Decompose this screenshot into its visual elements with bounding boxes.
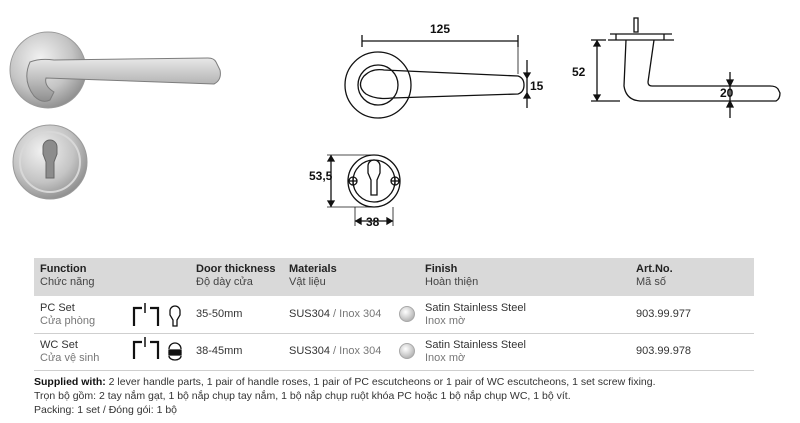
art-no-cell: 903.99.977 bbox=[636, 308, 692, 320]
supplied-with-vi-note: Trọn bộ gồm: 2 tay nắm gạt, 1 bộ nắp chụp tay nắm, 1 bộ nắp chụp ruột khóa PC hoặc 1 bộ nắp chụp WC, 1 bộ vít. bbox=[34, 390, 571, 402]
header-door-thickness: Door thickness Độ dày cửa bbox=[196, 263, 276, 288]
row-divider bbox=[34, 370, 754, 371]
header-function: Function Chức năng bbox=[40, 263, 95, 288]
dim-thickness: 20 bbox=[720, 86, 734, 100]
wc-turn-icon bbox=[169, 343, 181, 360]
thickness-cell: 38-45mm bbox=[196, 345, 243, 357]
material-cell: SUS304 / Inox 304 bbox=[289, 345, 382, 357]
supplied-with-note: Supplied with: 2 lever handle parts, 1 pair of handle roses, 1 pair of PC escutcheons or 1 pair of WC escutcheons, 1 set screw fixing. bbox=[34, 376, 656, 388]
header-art-no: Art.No. Mã số bbox=[636, 263, 673, 288]
header-finish: Finish Hoàn thiện bbox=[425, 263, 479, 288]
dim-projection: 52 bbox=[572, 65, 586, 79]
packing-note: Packing: 1 set / Đóng gói: 1 bộ bbox=[34, 404, 178, 416]
dim-rose-width: 38 bbox=[366, 215, 380, 229]
function-vi-cell: Cửa phòng bbox=[40, 315, 96, 327]
dim-rose-height: 53,5 bbox=[309, 169, 333, 183]
function-cell: WC Set bbox=[40, 339, 78, 351]
art-no-cell: 903.99.978 bbox=[636, 345, 692, 357]
header-materials: Materials Vật liệu bbox=[289, 263, 337, 288]
thickness-cell: 35-50mm bbox=[196, 308, 243, 320]
function-vi-cell: Cửa vệ sinh bbox=[40, 352, 100, 364]
function-cell: PC Set bbox=[40, 302, 75, 314]
finish-cell: Satin Stainless Steel Inox mờ bbox=[425, 339, 526, 364]
finish-cell: Satin Stainless Steel Inox mờ bbox=[425, 302, 526, 327]
finish-swatch bbox=[399, 343, 415, 359]
dim-height: 15 bbox=[530, 79, 544, 93]
material-cell: SUS304 / Inox 304 bbox=[289, 308, 382, 320]
dim-length: 125 bbox=[430, 22, 451, 36]
lever-pair-icon bbox=[134, 337, 158, 359]
